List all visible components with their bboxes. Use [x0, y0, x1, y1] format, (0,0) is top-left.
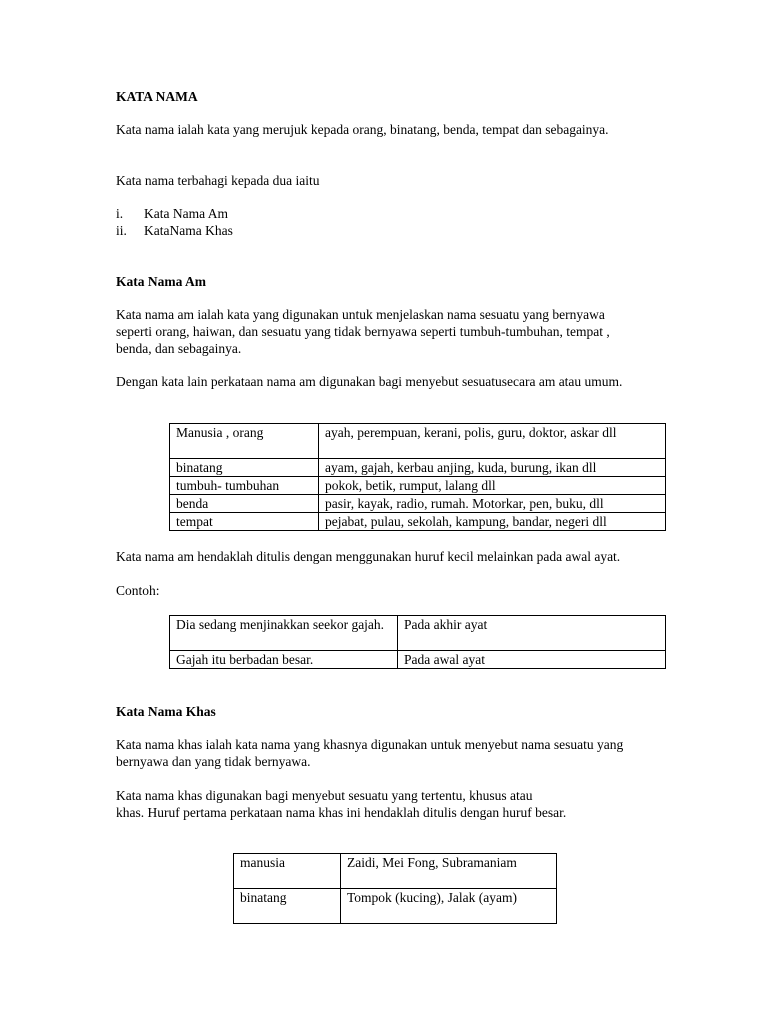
table-cell-examples: ayah, perempuan, kerani, polis, guru, doktor, askar dll	[319, 424, 666, 459]
table-cell-examples: pokok, betik, rumput, lalang dll	[319, 477, 666, 495]
table-row	[170, 616, 666, 651]
section-heading-am: Kata Nama Am	[116, 274, 206, 289]
khas-usage-line-2: khas. Huruf pertama perkataan nama khas ini hendaklah ditulis dengan huruf besar.	[116, 805, 567, 820]
table-cell-sentence: Gajah itu berbadan besar.	[170, 651, 398, 669]
table-cell-category: tumbuh- tumbuhan	[170, 477, 319, 495]
section-heading-khas: Kata Nama Khas	[116, 704, 216, 719]
list-item	[116, 205, 416, 222]
table-cell-examples: pasir, kayak, radio, rumah. Motorkar, pen, buku, dll	[319, 495, 666, 513]
list-number: ii.	[116, 223, 127, 238]
table-cell-category: binatang	[234, 889, 341, 924]
list-label: Kata Nama Am	[144, 206, 228, 221]
am-definition: Kata nama am ialah kata yang digunakan untuk menjelaskan nama sesuatu yang bernyawa seperti orang, haiwan, dan sesuatu yang tidak bernyawa seperti tumbuh-tumbuhan, tempat , benda, dan sebagainya.	[116, 307, 610, 356]
list-item	[116, 222, 416, 239]
example-sentences-table	[169, 615, 666, 669]
list-number: i.	[116, 206, 124, 221]
table-row	[170, 477, 666, 495]
table-cell-examples: pejabat, pulau, sekolah, kampung, bandar, negeri dll	[319, 513, 666, 531]
intro-definition: Kata nama ialah kata yang merujuk kepada orang, binatang, benda, tempat dan sebagainya.	[116, 122, 609, 137]
table-cell-examples: Tompok (kucing), Jalak (ayam)	[341, 889, 557, 924]
table-row	[170, 424, 666, 459]
table-row	[170, 651, 666, 669]
am-other-words: Dengan kata lain perkataan nama am digunakan bagi menyebut sesuatusecara am atau umum.	[116, 374, 623, 389]
table-cell-sentence: Dia sedang menjinakkan seekor gajah.	[170, 616, 398, 651]
khas-definition: Kata nama khas ialah kata nama yang khasnya digunakan untuk menyebut nama sesuatu yang bernyawa dan yang tidak bernyawa.	[116, 737, 624, 769]
am-examples-table	[169, 423, 666, 531]
table-cell-position: Pada awal ayat	[398, 651, 666, 669]
table-cell-examples: ayam, gajah, kerbau anjing, kuda, burung, ikan dll	[319, 459, 666, 477]
table-cell-category: binatang	[170, 459, 319, 477]
example-label: Contoh:	[116, 583, 160, 598]
document-title: KATA NAMA	[116, 89, 198, 104]
table-cell-category: Manusia , orang	[170, 424, 319, 459]
table-row	[170, 459, 666, 477]
am-rule: Kata nama am hendaklah ditulis dengan menggunakan huruf kecil melainkan pada awal ayat.	[116, 549, 621, 564]
table-cell-category: benda	[170, 495, 319, 513]
list-label: KataNama Khas	[144, 223, 233, 238]
table-cell-position: Pada akhir ayat	[398, 616, 666, 651]
intro-division: Kata nama terbahagi kepada dua iaitu	[116, 173, 320, 188]
table-row	[170, 495, 666, 513]
table-cell-category: tempat	[170, 513, 319, 531]
khas-examples-table	[233, 853, 557, 924]
table-cell-category: manusia	[234, 854, 341, 889]
table-row	[170, 513, 666, 531]
table-cell-examples: Zaidi, Mei Fong, Subramaniam	[341, 854, 557, 889]
khas-usage-line-1: Kata nama khas digunakan bagi menyebut sesuatu yang tertentu, khusus atau	[116, 788, 533, 803]
table-row	[234, 854, 557, 889]
table-row	[234, 889, 557, 924]
